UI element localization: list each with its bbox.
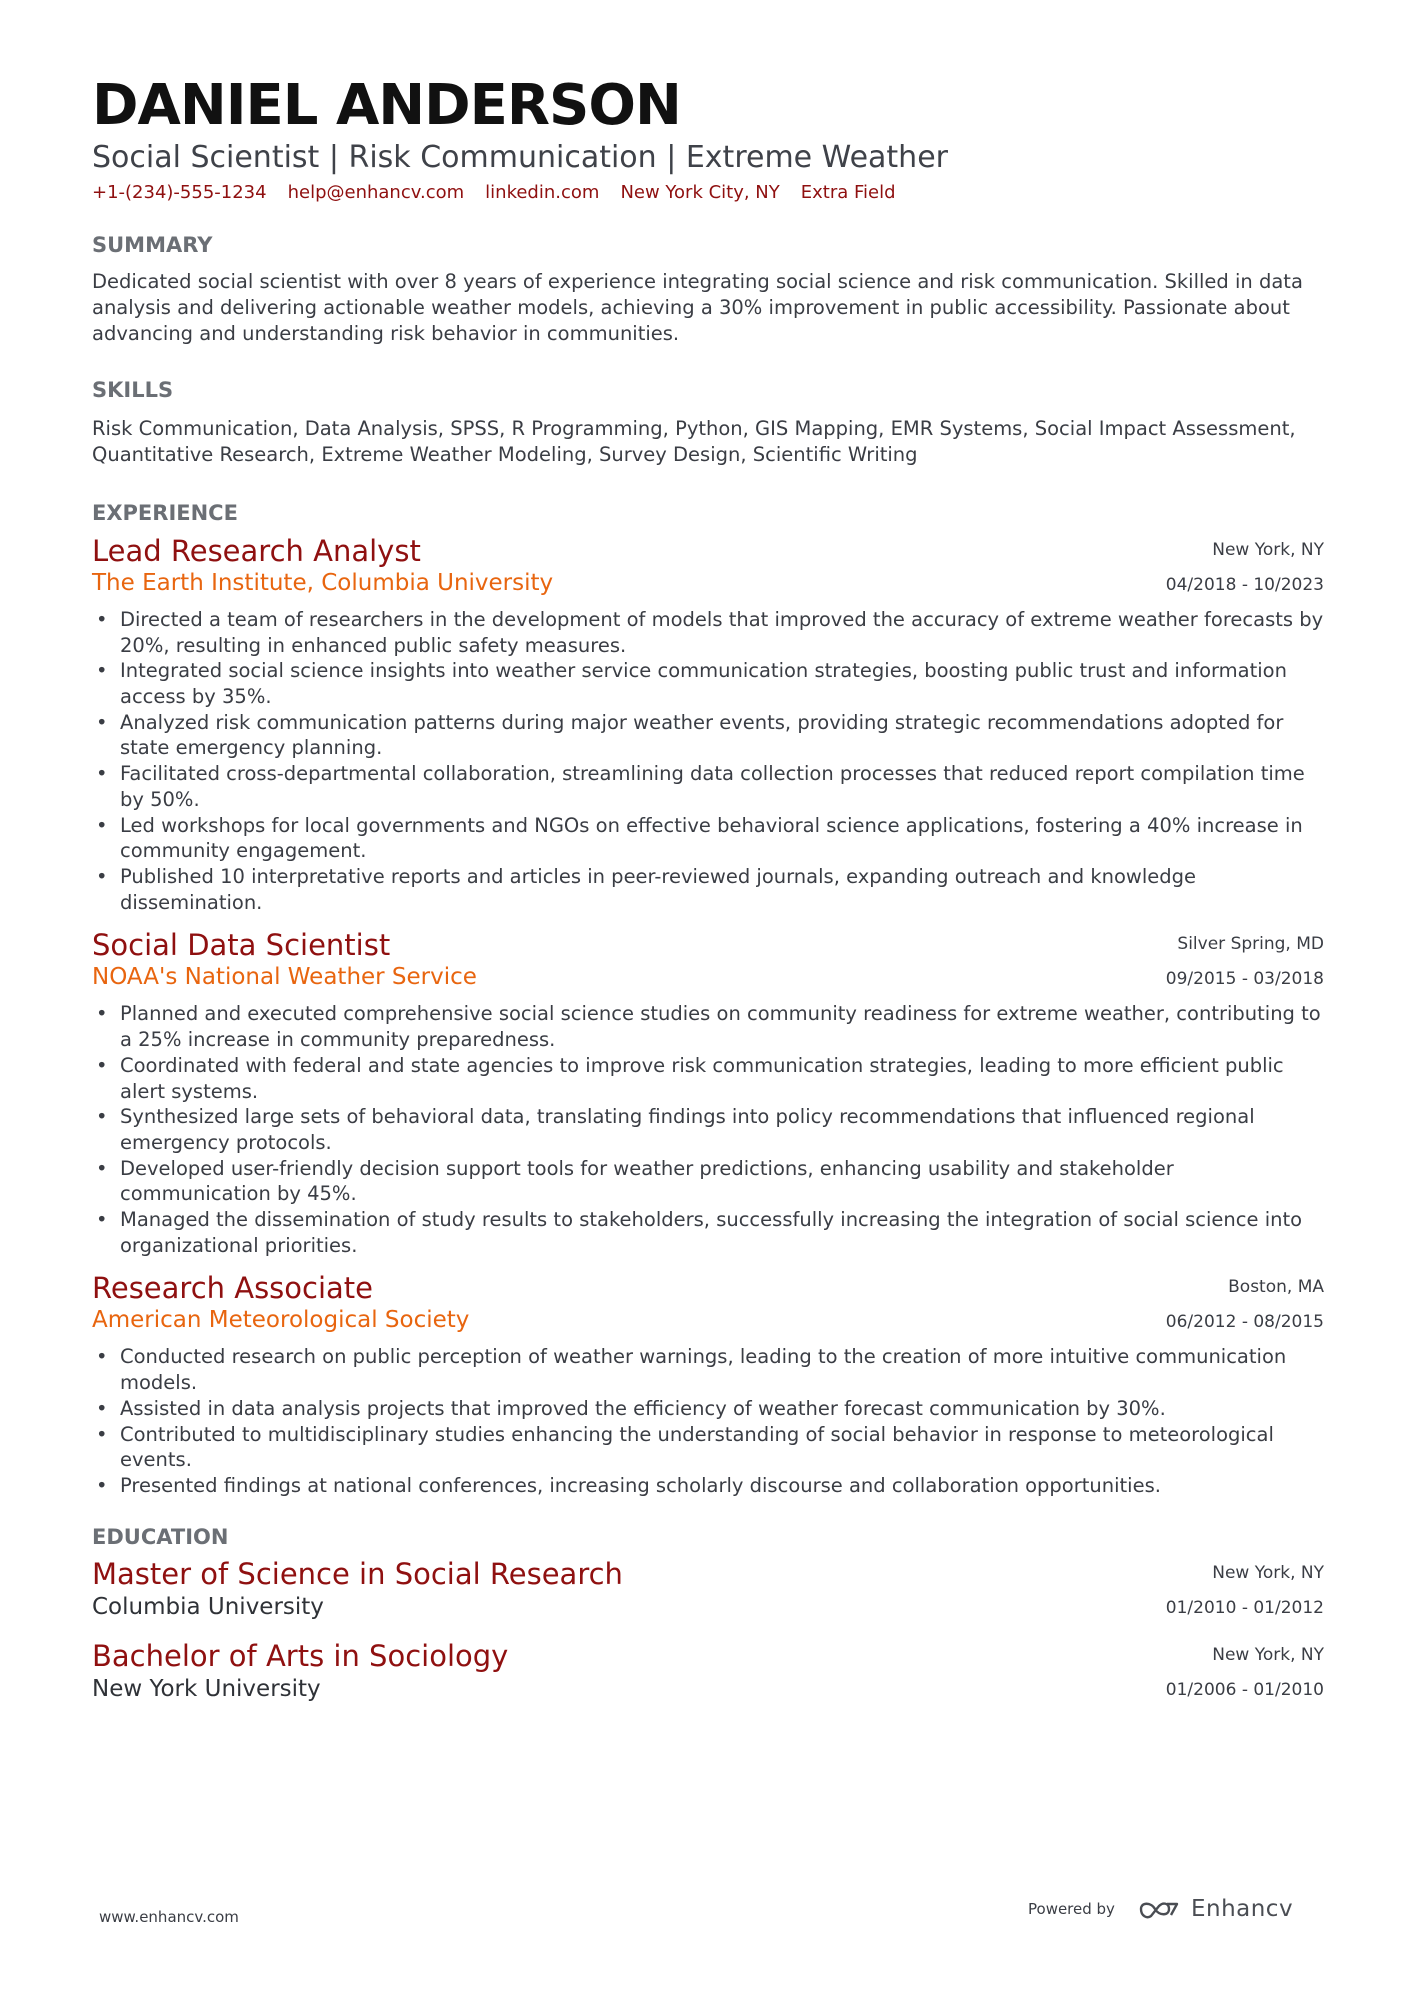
resume-page bbox=[92, 74, 1324, 1708]
list-item: • Led workshops for local governments and NGOs on effective behavioral science applications, fostering a 40% increase in community engagement. bbox=[120, 813, 1324, 864]
skills-text: Risk Communication, Data Analysis, SPSS, R Programming, Python, GIS Mapping, EMR Systems, Social Impact Assessment, Quantitative Research, Extreme Weather Modeling, Survey Design, Scientific Writing bbox=[92, 416, 1296, 466]
summary-section-title: SUMMARY bbox=[92, 233, 213, 258]
company-name: The Earth Institute, Columbia University bbox=[92, 569, 554, 596]
contact-linkedin[interactable]: linkedin.com bbox=[485, 182, 600, 204]
job-dates: 09/2015 - 03/2018 bbox=[1165, 969, 1324, 990]
education-entry bbox=[92, 1638, 1324, 1708]
job-location: New York, NY bbox=[1212, 539, 1324, 560]
experience-entry bbox=[92, 927, 1324, 1258]
job-bullets bbox=[92, 1344, 1324, 1498]
contact-email[interactable]: help@enhancv.com bbox=[287, 182, 465, 204]
job-title: Social Data Scientist bbox=[92, 928, 391, 963]
candidate-name: DANIEL ANDERSON bbox=[92, 73, 681, 138]
list-item: • Integrated social science insights into weather service communication strategies, boosting public trust and information access by 35%. bbox=[120, 658, 1324, 709]
job-location: Boston, MA bbox=[1228, 1277, 1324, 1298]
list-item: • Contributed to multidisciplinary studies enhancing the understanding of social behavior in response to meteorological events. bbox=[120, 1422, 1324, 1473]
list-item: • Directed a team of researchers in the development of models that improved the accuracy of extreme weather forecasts by 20%, resulting in enhanced public safety measures. bbox=[120, 607, 1324, 658]
list-item: • Coordinated with federal and state agencies to improve risk communication strategies, leading to more efficient public alert systems. bbox=[120, 1053, 1324, 1104]
job-dates: 04/2018 - 10/2023 bbox=[1165, 574, 1324, 595]
job-dates: 06/2012 - 08/2015 bbox=[1165, 1312, 1324, 1333]
education-section-title: EDUCATION bbox=[92, 1524, 229, 1549]
contact-location: New York City, NY bbox=[620, 182, 780, 204]
education-dates: 01/2010 - 01/2012 bbox=[1165, 1597, 1324, 1618]
list-item: • Facilitated cross-departmental collaboration, streamlining data collection processes that reduced report compilation time by 50%. bbox=[120, 761, 1324, 812]
job-title: Lead Research Analyst bbox=[92, 533, 421, 568]
education-dates: 01/2006 - 01/2010 bbox=[1165, 1679, 1324, 1700]
list-item: • Published 10 interpretative reports and articles in peer-reviewed journals, expanding outreach and knowledge dissemination. bbox=[120, 864, 1324, 915]
enhancv-logo-icon bbox=[1137, 1898, 1183, 1920]
candidate-headline: Social Scientist | Risk Communication | Extreme Weather bbox=[92, 140, 948, 176]
experience-entry bbox=[92, 533, 1324, 915]
job-bullets bbox=[92, 607, 1324, 915]
contact-row bbox=[92, 182, 1324, 203]
brand-name: Enhancv bbox=[1190, 1896, 1294, 1922]
experience-entry bbox=[92, 1270, 1324, 1498]
list-item: • Presented findings at national conferences, increasing scholarly discourse and collaboration opportunities. bbox=[120, 1473, 1324, 1499]
list-item: • Assisted in data analysis projects that improved the efficiency of weather forecast communication by 30%. bbox=[120, 1396, 1324, 1422]
school-name: New York University bbox=[92, 1675, 321, 1702]
summary-text: Dedicated social scientist with over 8 years of experience integrating social science and risk communication. Skilled in data analysis and delivering actionable weather models, achieving a 30% improvement in public accessibility. Passionate about advancing and understanding risk behavior in communities. bbox=[92, 269, 1303, 345]
powered-by-label: Powered by bbox=[1028, 1900, 1115, 1918]
education-location: New York, NY bbox=[1212, 1562, 1324, 1583]
list-item: • Developed user-friendly decision support tools for weather predictions, enhancing usability and stakeholder communication by 45%. bbox=[120, 1156, 1324, 1207]
list-item: • Conducted research on public perception of weather warnings, leading to the creation of more intuitive communication models. bbox=[120, 1344, 1324, 1395]
education-location: New York, NY bbox=[1212, 1644, 1324, 1665]
list-item: • Analyzed risk communication patterns during major weather events, providing strategic recommendations adopted for state emergency planning. bbox=[120, 710, 1324, 761]
brand-logo[interactable] bbox=[1137, 1896, 1293, 1922]
degree-title: Master of Science in Social Research bbox=[92, 1556, 623, 1591]
education-entry bbox=[92, 1556, 1324, 1626]
list-item: • Managed the dissemination of study results to stakeholders, successfully increasing the integration of social science into organizational priorities. bbox=[120, 1207, 1324, 1258]
list-item: • Synthesized large sets of behavioral data, translating findings into policy recommendations that influenced regional emergency protocols. bbox=[120, 1104, 1324, 1155]
job-bullets bbox=[92, 1001, 1324, 1258]
skills-section-title: SKILLS bbox=[92, 377, 174, 402]
school-name: Columbia University bbox=[92, 1593, 324, 1620]
experience-section-title: EXPERIENCE bbox=[92, 500, 238, 525]
company-name: NOAA's National Weather Service bbox=[92, 964, 477, 991]
degree-title: Bachelor of Arts in Sociology bbox=[92, 1638, 509, 1673]
job-title: Research Associate bbox=[92, 1271, 374, 1306]
list-item: • Planned and executed comprehensive social science studies on community readiness for extreme weather, contributing to a 25% increase in community preparedness. bbox=[120, 1001, 1324, 1052]
contact-extra-field: Extra Field bbox=[800, 182, 896, 204]
contact-phone[interactable]: +1-(234)-555-1234 bbox=[92, 182, 267, 204]
footer-website[interactable]: www.enhancv.com bbox=[99, 1908, 239, 1926]
footer-branding bbox=[1028, 1896, 1293, 1922]
job-location: Silver Spring, MD bbox=[1177, 934, 1324, 955]
company-name: American Meteorological Society bbox=[92, 1307, 470, 1334]
